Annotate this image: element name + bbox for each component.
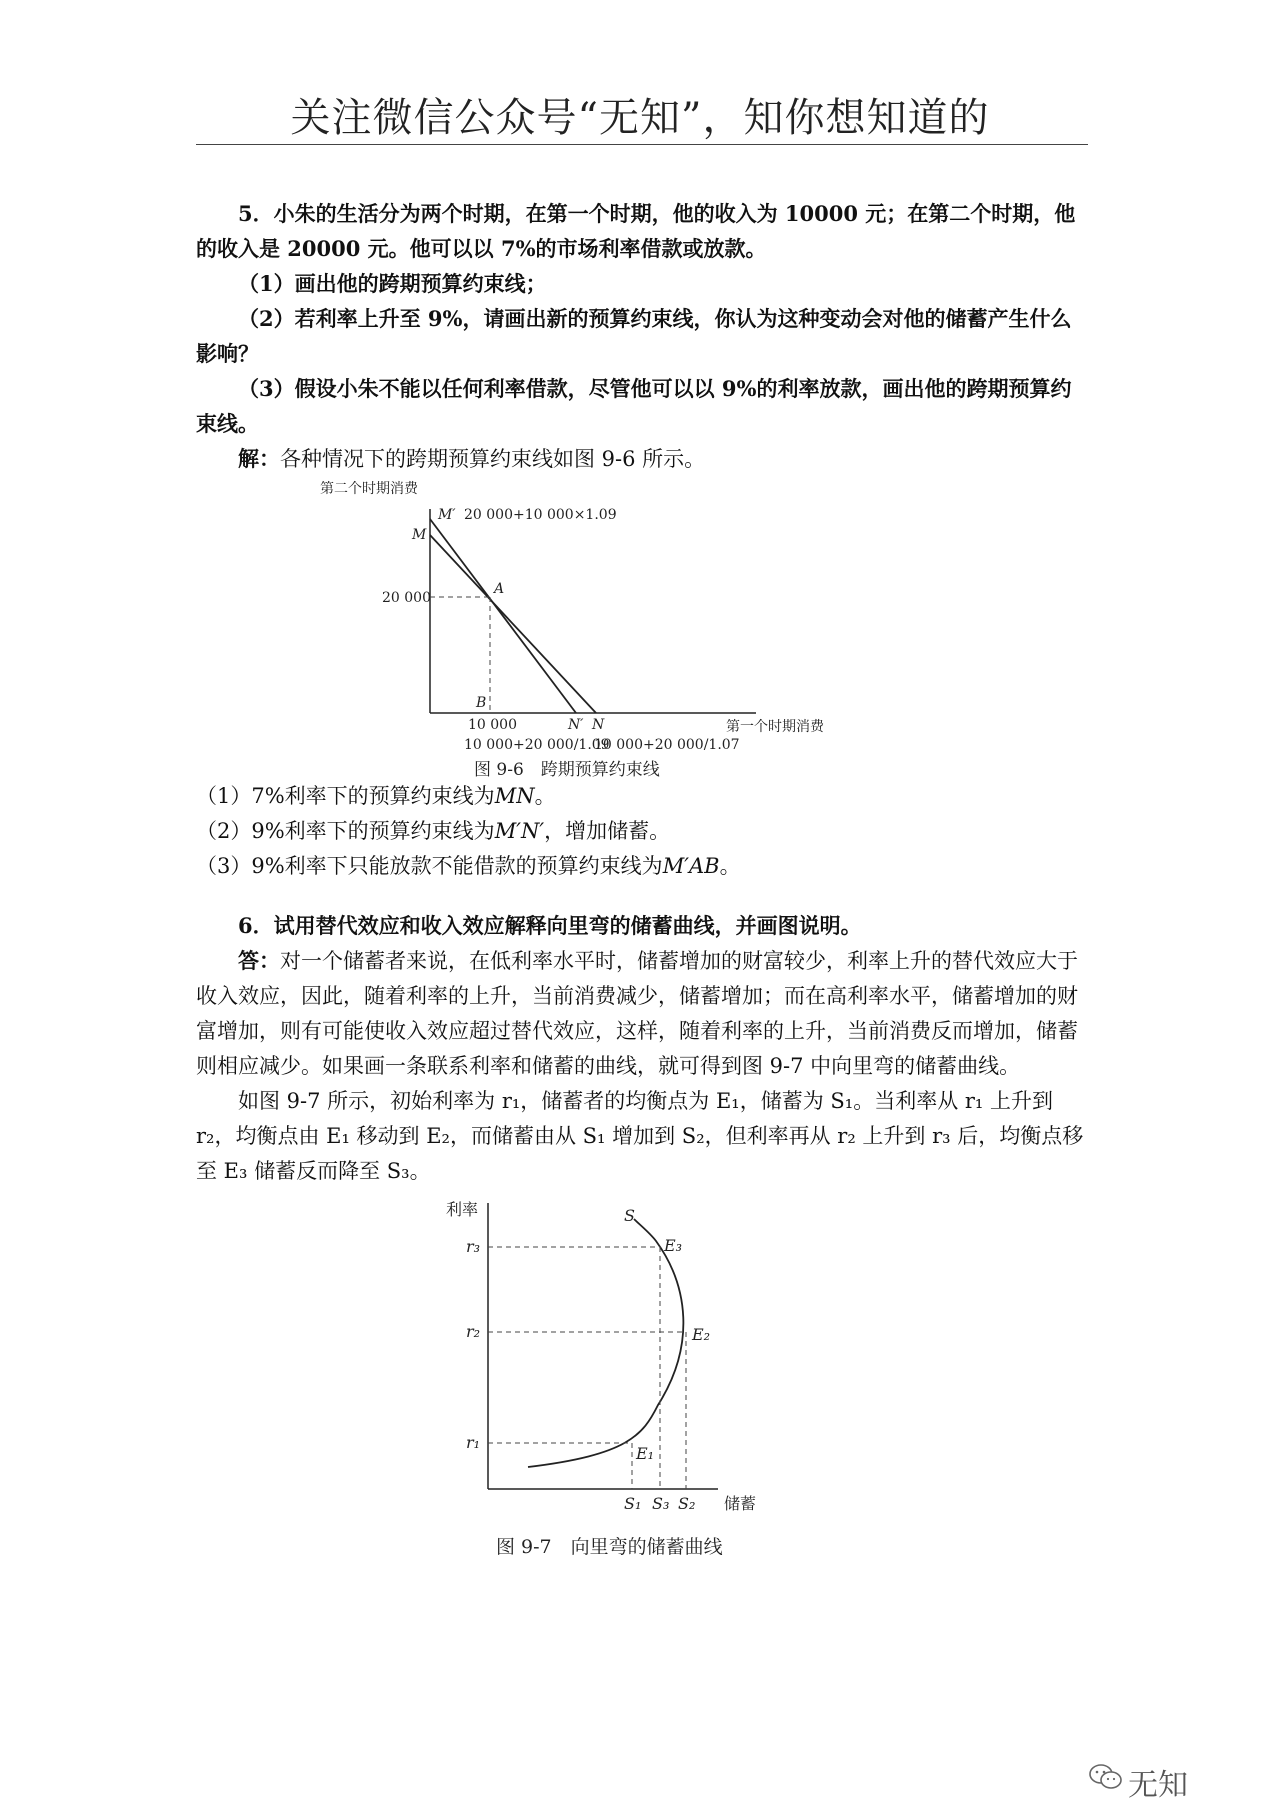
x-tick-10000: 10 000 [468,717,517,733]
q5-answer-2 [196,814,1092,849]
line-m-n [430,535,596,713]
header-rule [196,144,1088,145]
figure-9-7 [428,1195,808,1565]
q5-solution [196,441,1092,477]
x-tick-n: 10 000+20 000/1.07 [594,737,740,753]
y-tick-20000: 20 000 [382,590,431,606]
tick-r1: r₁ [466,1433,481,1452]
tick-s1: S₁ [624,1494,642,1513]
label-m-prime-value: 20 000+10 000×1.09 [464,507,617,523]
answer-1-line: MN [494,784,535,808]
q6-paragraph-2: 如图 9-7 所示，初始利率为 r₁，储蓄者的均衡点为 E₁，储蓄为 S₁。当利率从 r₁ 上升到 r₂，均衡点由 E₁ 移动到 E₂，而储蓄由从 S₁ 增加到 S₂，但利率再从 r₂ 上升到 r₃ 后，均衡点移至 E₃ 储蓄反而降至 S₃。 [196,1089,1084,1183]
answer-2-text: （2）9%利率下的预算约束线为 [196,819,495,843]
answer-1-end: 。 [534,784,556,808]
answer-text: 对一个储蓄者来说，在低利率水平时，储蓄增加的财富较少，利率上升的替代效应大于收入效应，因此，随着利率的上升，当前消费减少，储蓄增加；而在高利率水平，储蓄增加的财富增加，则有可能使收入效应超过替代效应，这样，随着利率的上升，当前消费反而增加，储蓄则相应减少。如果画一条联系利率和储蓄的曲线，就可得到图 9-7 中向里弯的储蓄曲线。 [196,949,1078,1078]
wechat-icon [1088,1762,1124,1792]
x-tick-n-prime: 10 000+20 000/1.09 [464,737,610,753]
solution-text: 各种情况下的跨期预算约束线如图 9-6 所示。 [280,447,706,471]
tick-r2: r₂ [466,1322,481,1341]
answer-label: 答： [238,948,280,973]
q5-stem: 5．小朱的生活分为两个时期，在第一个时期，他的收入为 10000 元；在第二个时期，他的收入是 20000 元。他可以以 7%的市场利率借款或放款。 [196,201,1076,261]
fig96-ylabel: 第二个时期消费 [320,481,418,497]
document-body [196,196,1092,1565]
label-m-prime: M′ [438,507,456,523]
label-n-prime: N′ [568,717,584,733]
q5-answer-3 [196,849,1092,884]
watermark-text: 无知 [1128,1768,1188,1803]
fig97-ylabel: 利率 [446,1200,479,1219]
label-e2: E₂ [692,1325,711,1344]
q5-part2: （2）若利率上升至 9%，请画出新的预算约束线，你认为这种变动会对他的储蓄产生什么影响？ [196,306,1072,366]
label-a: A [494,581,505,597]
q6-answer [196,943,1092,1084]
line-m-prime-n-prime [430,519,576,713]
tick-s2: S₂ [678,1494,696,1513]
answer-3-line: M′AB [662,854,720,878]
answer-2-line: M′N′ [494,819,545,843]
page-header: 关注微信公众号“无知”，知你想知道的 [290,95,990,141]
fig97-xlabel: 储蓄 [724,1494,757,1513]
fig96-xlabel: 第一个时期消费 [726,719,824,735]
figure-9-6 [320,479,906,780]
q5-part3: （3）假设小朱不能以任何利率借款，尽管他可以以 9%的利率放款，画出他的跨期预算约束线。 [196,376,1072,436]
tick-r3: r₃ [466,1237,481,1256]
answer-2-end: ，增加储蓄。 [544,819,671,843]
tick-s3: S₃ [652,1494,670,1513]
label-n: N [592,717,605,733]
label-e1: E₁ [636,1444,655,1463]
label-b: B [476,695,487,711]
q6-stem: 6．试用替代效应和收入效应解释向里弯的储蓄曲线，并画图说明。 [238,913,862,938]
label-s: S [624,1206,635,1225]
fig96-caption: 图 9-6 跨期预算约束线 [474,760,660,780]
q5-answer-1 [196,779,1092,814]
q5-part1: （1）画出他的跨期预算约束线； [238,271,547,296]
answer-1-text: （1）7%利率下的预算约束线为 [196,784,495,808]
label-m: M [412,527,427,543]
answer-3-text: （3）9%利率下只能放款不能借款的预算约束线为 [196,854,663,878]
answer-3-end: 。 [719,854,741,878]
solution-label: 解： [238,446,280,471]
label-e3: E₃ [664,1236,683,1255]
fig97-caption: 图 9-7 向里弯的储蓄曲线 [496,1536,723,1558]
